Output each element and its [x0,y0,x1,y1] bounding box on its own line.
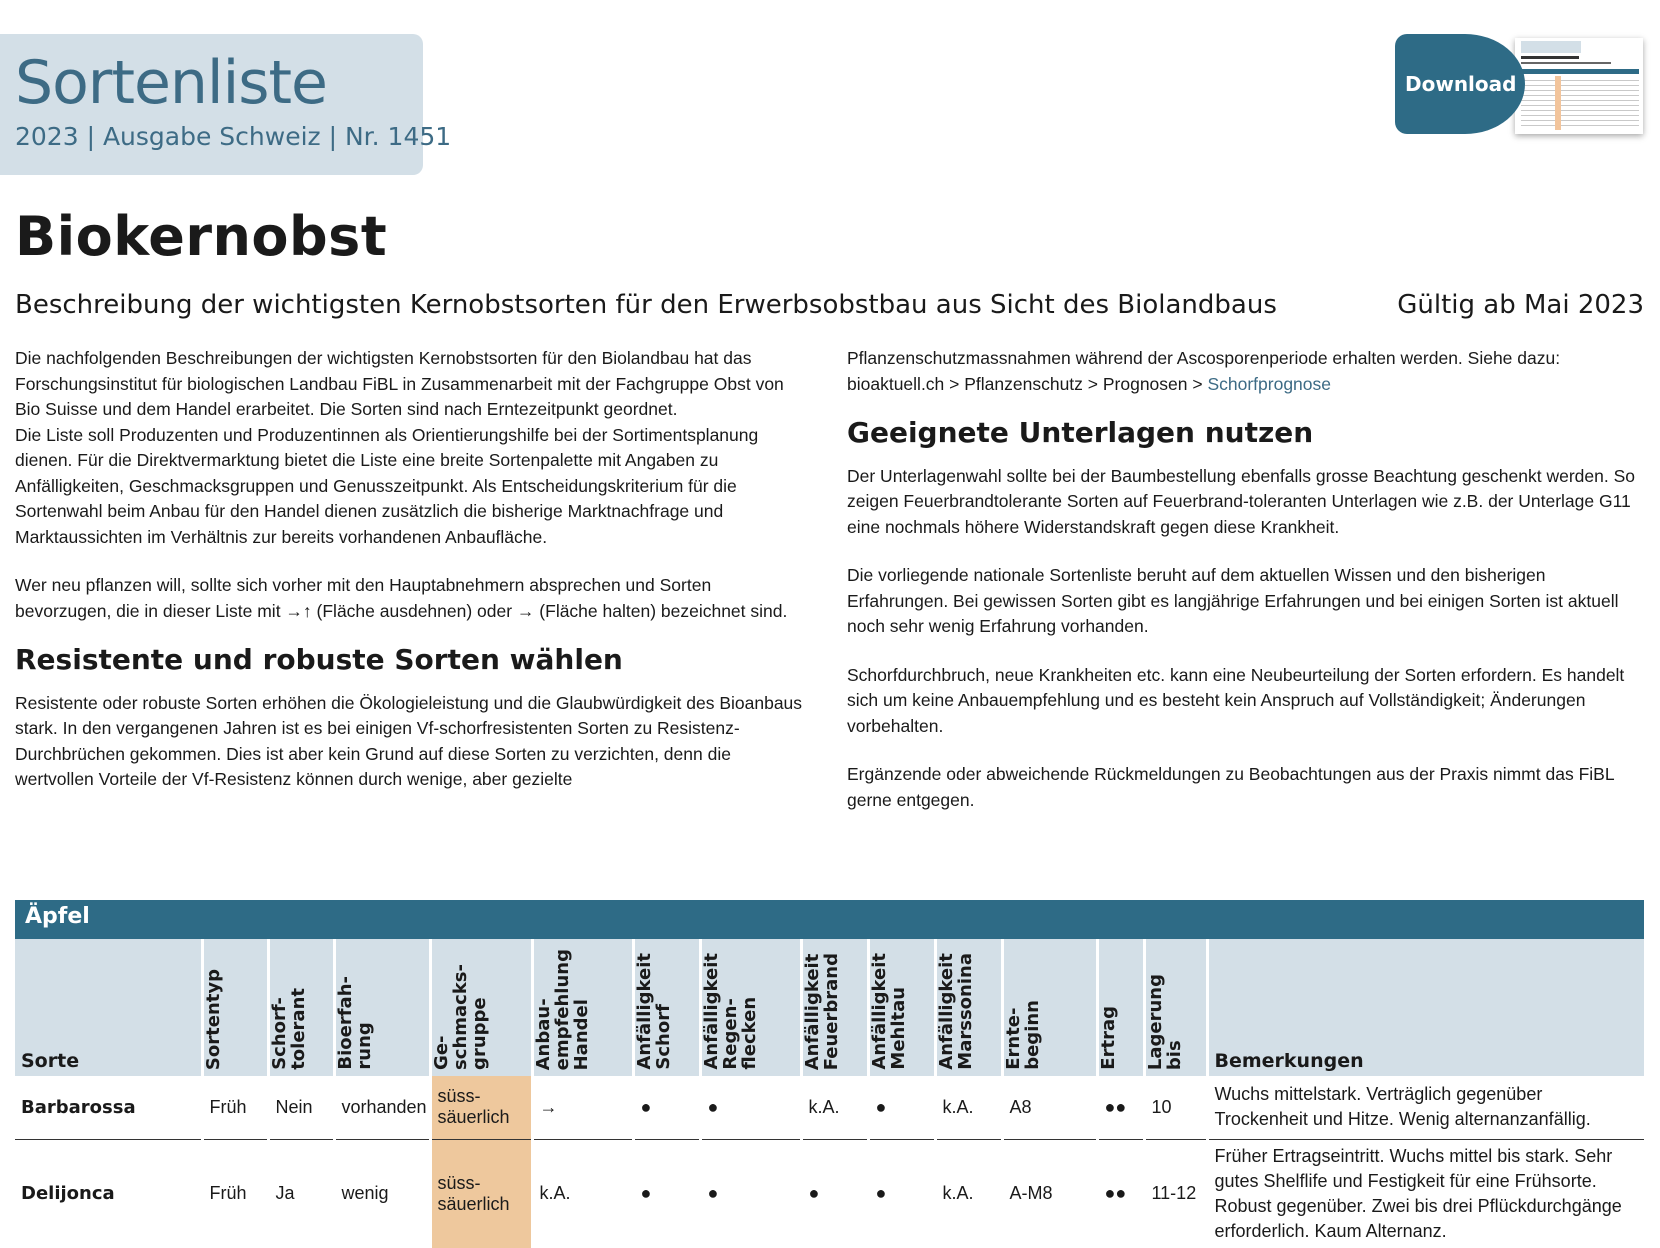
col-header-mehltau: Anfälligkeit Mehltau [868,939,935,1076]
breadcrumb-path: bioaktuell.ch > Pflanzenschutz > Prognosen > [847,373,1208,394]
document-thumbnail[interactable] [1515,38,1643,134]
cell-geschmack: süss-säuerlich [430,1139,532,1248]
cell-sortentyp: Früh [202,1139,268,1248]
download-label[interactable]: Download [1405,72,1517,96]
col-header-regen: Anfälligkeit Regen- flecken [700,939,801,1076]
cell-schorf: ● [633,1076,700,1139]
page-subtitle: Beschreibung der wichtigsten Kernobstsorten für den Erwerbsobstbau aus Sicht des Biolandbaus [15,290,1277,320]
cell-schorftolerant: Ja [268,1139,334,1248]
table-row [15,1076,1644,1139]
cell-lagerung: 10 [1144,1076,1207,1139]
cell-mehltau: ● [868,1076,935,1139]
intro-paragraph: Die vorliegende nationale Sortenliste beruht auf dem aktuellen Wissen und den bisherigen Erfahrungen. Bei gewissen Sorten gibt es langjährige Erfahrungen und bei einigen Sorten ist aktuell noch sehr wenig Erfahrung vorhanden. [847,565,1619,636]
intro-paragraph: Ergänzende oder abweichende Rückmeldungen zu Beobachtungen aus der Praxis nimmt das FiBL gerne entgegen. [847,764,1614,810]
cell-anbau: k.A. [532,1139,633,1248]
col-header-bioerfahrung: Bioerfah- rung [334,939,430,1076]
cell-anbau: → [532,1076,633,1139]
cell-lagerung: 11-12 [1144,1139,1207,1248]
col-header-lagerung: Lagerung bis [1144,939,1207,1076]
intro-left-column [15,346,805,816]
cell-ernte: A8 [1002,1076,1097,1139]
cell-marssonina: k.A. [935,1139,1002,1248]
col-header-geschmack: Ge- schmacks- gruppe [430,939,532,1076]
cell-geschmack: süss-säuerlich [430,1076,532,1139]
cell-sorte: Delijonca [15,1139,202,1248]
cell-ertrag: ●● [1097,1076,1144,1139]
col-header-schorftolerant: Schorf- tolerant [268,939,334,1076]
cell-ertrag: ●● [1097,1139,1144,1248]
table-row [15,1139,1644,1248]
col-header-schorf: Anfälligkeit Schorf [633,939,700,1076]
header-title: Sortenliste [15,48,327,118]
cell-regen: ● [700,1076,801,1139]
section-heading: Geeignete Unterlagen nutzen [847,416,1314,449]
col-header-sortentyp: Sortentyp [202,939,268,1076]
section-heading: Resistente und robuste Sorten wählen [15,643,623,676]
col-header-ertrag: Ertrag [1097,939,1144,1076]
cell-ernte: A-M8 [1002,1139,1097,1248]
cell-bioerfahrung: vorhanden [334,1076,430,1139]
schorfprognose-link[interactable]: Schorfprognose [1207,373,1332,394]
intro-paragraph: Resistente oder robuste Sorten erhöhen die Ökologieleistung und die Glaubwürdigkeit des Bioanbaus stark. In den vergangenen Jahren ist es bei einigen Vf-schorfresistenten Sorten zu Resistenz-Durchbrüchen gekommen. Dies ist aber kein Grund auf diese Sorten zu verzichten, denn die wertvollen Vorteile der Vf-Resistenz können durch wenige, aber gezielte [15,692,803,789]
cell-feuerbrand: k.A. [801,1076,868,1139]
col-header-bemerkungen: Bemerkungen [1207,939,1644,1076]
intro-paragraph: Die nachfolgenden Beschreibungen der wichtigsten Kernobstsorten für den Biolandbau hat das Forschungsinstitut für biologischen Landbau FiBL in Zusammenarbeit mit der Fachgruppe Obst von Bio Suisse und dem Handel erarbeitet. Die Sorten sind nach Erntezeitpunkt geordnet. [15,348,784,419]
cell-bioerfahrung: wenig [334,1139,430,1248]
intro-paragraph: Der Unterlagenwahl sollte bei der Baumbestellung ebenfalls grosse Beachtung geschenkt werden. So zeigen Feuerbrandtolerante Sorten auf Feuerbrand-toleranten Unterlagen wie z.B. der Unterlage G11 eine nochmals höhere Widerstandskraft gegen diese Krankheit. [847,465,1635,537]
cell-feuerbrand: ● [801,1139,868,1248]
cell-regen: ● [700,1139,801,1248]
header-subtitle: 2023 | Ausgabe Schweiz | Nr. 1451 [15,122,452,151]
col-header-marssonina: Anfälligkeit Marssonina [935,939,1002,1076]
cell-bemerkungen: Wuchs mittelstark. Verträglich gegenüber Trockenheit und Hitze. Wenig alternanzanfällig. [1207,1076,1644,1139]
cell-marssonina: k.A. [935,1076,1002,1139]
intro-right-column [847,346,1647,836]
cell-schorftolerant: Nein [268,1076,334,1139]
table-title: Äpfel [15,900,1644,939]
cell-mehltau: ● [868,1139,935,1248]
cell-schorf: ● [633,1139,700,1248]
apple-table [15,900,1644,1248]
cell-sorte: Barbarossa [15,1076,202,1139]
page-title: Biokernobst [15,205,388,268]
valid-date: Gültig ab Mai 2023 [1397,290,1644,320]
download-button[interactable] [1395,34,1643,134]
intro-paragraph: Wer neu pflanzen will, sollte sich vorher mit den Hauptabnehmern absprechen und Sorten bevorzugen, die in dieser Liste mit →↑ (Fläche ausdehnen) oder → (Fläche halten) bezeichnet sind. [15,575,788,621]
intro-paragraph: Pflanzenschutzmassnahmen während der Ascosporenperiode erhalten werden. Siehe dazu: [847,348,1561,368]
intro-paragraph: Die Liste soll Produzenten und Produzentinnen als Orientierungshilfe bei der Sortimentsplanung dienen. Für die Direktvermarktung bietet die Liste eine breite Sortenpalette mit Angaben zu Anfälligkeiten, Geschmacksgruppen und Genusszeitpunkt. Als Entscheidungskriterium für die Sortenwahl beim Anbau für den Handel dienen zusätzlich die bisherige Marktnachfrage und Marktaussichten im Verhältnis zur bereits vorhandenen Anbaufläche. [15,424,759,547]
col-header-sorte: Sorte [15,939,202,1076]
cell-bemerkungen: Früher Ertragseintritt. Wuchs mittel bis stark. Sehr gutes Shelflife und Festigkeit für eine Frühsorte. Robust gegenüber. Zwei bis drei Pflückdurchgänge erforderlich. Kaum Alternanz. [1214,1145,1622,1241]
col-header-ernte: Ernte- beginn [1002,939,1097,1076]
intro-paragraph: Schorfdurchbruch, neue Krankheiten etc. kann eine Neubeurteilung der Sorten erfordern. Es handelt sich um keine Anbauempfehlung und es besteht kein Anspruch auf Vollständigkeit; Änderungen vorbehalten. [847,664,1625,736]
col-header-anbau: Anbau- empfehlung Handel [532,939,633,1076]
col-header-feuerbrand: Anfälligkeit Feuerbrand [801,939,868,1076]
cell-sortentyp: Früh [202,1076,268,1139]
